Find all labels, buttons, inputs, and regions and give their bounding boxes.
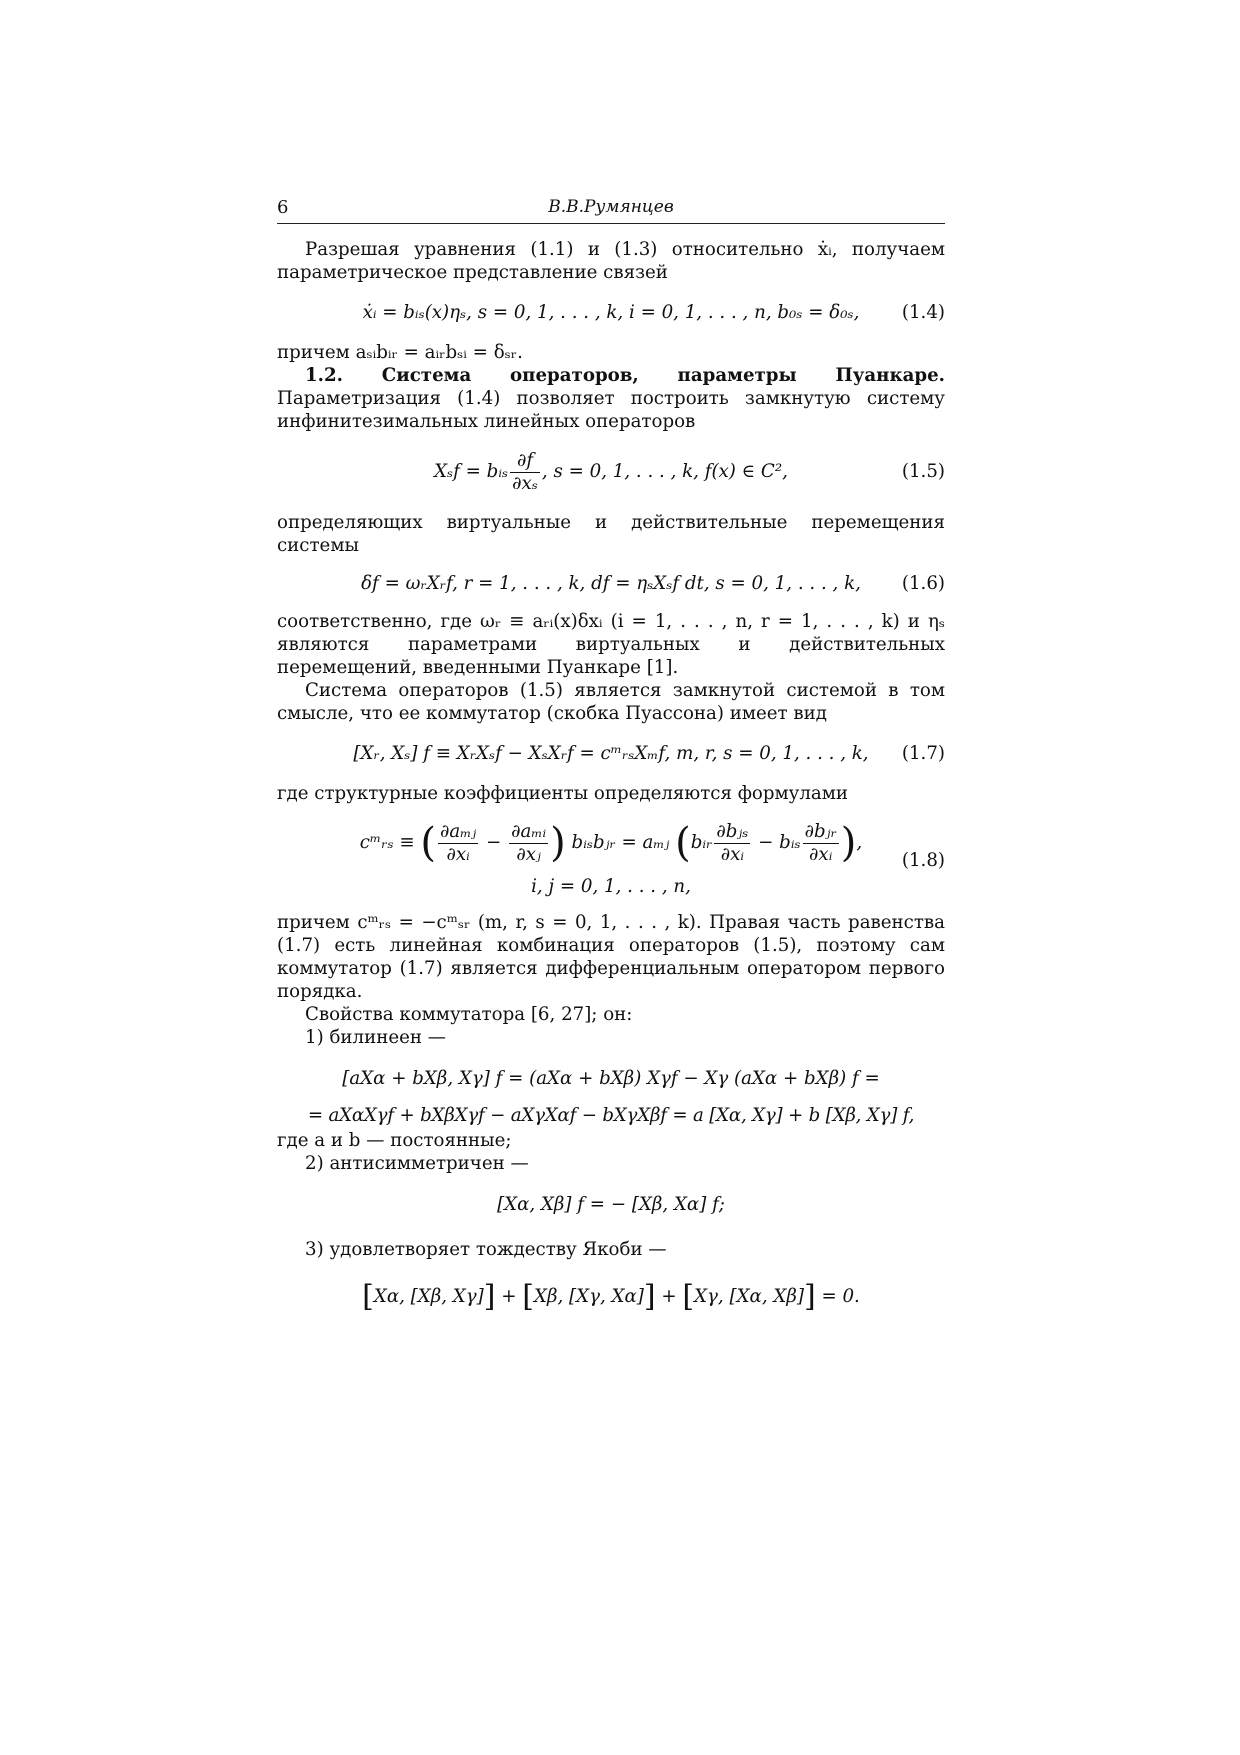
fraction-numerator: ∂f [510, 450, 540, 473]
bracket-close: ] [643, 1279, 656, 1314]
bracket-close: ] [803, 1279, 816, 1314]
equation-jacobi [277, 1275, 945, 1319]
equation-bilinear-2: = aXαXγf + bXβXγf − aXγXαf − bXγXβf = a [Xα, Xγ] + b [Xβ, Xγ] f, [307, 1105, 915, 1126]
page [277, 195, 945, 1319]
equation-number: (1.5) [901, 461, 945, 482]
paren-open: ( [675, 820, 691, 866]
paragraph: соответственно, где ωᵣ ≡ aᵣᵢ(x)δxᵢ (i = 1, . . . , n, r = 1, . . . , k) и ηₛ являются параметрами виртуальных и действительных перемещений, введенными Пуанкаре [1]. [277, 611, 945, 678]
fraction [714, 821, 750, 866]
equation-term: − bᵢₛ [758, 832, 801, 853]
running-head: В.В.Румянцев [548, 197, 674, 217]
equation-end: = 0. [821, 1286, 860, 1307]
fraction-denominator: ∂xᵢ [446, 843, 470, 865]
fraction-denominator: ∂xᵢ [720, 843, 745, 865]
equation-rhs: , s = 0, 1, . . . , k, f(x) ∈ C², [541, 461, 788, 482]
equation-1-7 [277, 742, 945, 765]
equation-term: bᵢᵣ [690, 832, 713, 853]
equation-tail: , [856, 832, 863, 853]
paren-close: ) [550, 820, 566, 866]
equation-expr: ẋᵢ = bᵢₛ(x)ηₛ, s = 0, 1, . . . , k, i = 0, 1, . . . , n, b₀ₛ = δ₀ₛ, [362, 302, 860, 323]
equation-number: (1.7) [901, 743, 945, 764]
paragraph: 3) удовлетворяет тождеству Якоби — [305, 1239, 667, 1260]
equation-1-6 [277, 572, 945, 595]
equation-line-2: i, j = 0, 1, . . . , n, [531, 876, 691, 897]
equation-expr: [Xᵣ, Xₛ] f ≡ XᵣXₛf − XₛXᵣf = cᵐᵣₛXₘf, m, r, s = 0, 1, . . . , k, [353, 743, 869, 764]
paragraph: Разрешая уравнения (1.1) и (1.3) относительно ẋᵢ, получаем параметрическое представление связей [277, 239, 945, 283]
body-text [277, 238, 945, 1319]
paragraph: где структурные коэффициенты определяются формулами [277, 783, 849, 804]
fraction [803, 821, 839, 866]
fraction [509, 821, 548, 866]
section-paragraph [277, 364, 945, 433]
page-header [277, 195, 945, 224]
equation-number: (1.6) [901, 573, 945, 594]
fraction-numerator: ∂bⱼᵣ [804, 820, 837, 842]
bracket-open: [ [362, 1279, 374, 1314]
equation-1-4 [277, 301, 945, 324]
fraction [510, 450, 540, 495]
jacobi-term: Xβ, [Xγ, Xα] [534, 1286, 644, 1307]
bracket-open: [ [522, 1279, 534, 1314]
fraction-denominator: ∂xₛ [512, 472, 538, 494]
equation-antisymmetric: [Xα, Xβ] f = − [Xβ, Xα] f; [497, 1194, 725, 1215]
paragraph: 2) антисимметричен — [305, 1153, 529, 1174]
paragraph: 1) билинеен — [305, 1027, 446, 1048]
bracket-open: [ [682, 1279, 695, 1314]
bracket-close: ] [483, 1279, 496, 1314]
jacobi-term: Xγ, [Xα, Xβ] [694, 1286, 804, 1307]
fraction-numerator: ∂aₘᵢ [511, 820, 547, 842]
minus-sign: − [486, 832, 502, 853]
fraction [438, 821, 478, 866]
jacobi-term: Xα, [Xβ, Xγ] [373, 1286, 484, 1307]
equation-lhs: cᵐᵣₛ ≡ [359, 832, 415, 853]
plus-sign: + [661, 1286, 677, 1307]
equation-1-8 [277, 817, 945, 901]
fraction-denominator: ∂xⱼ [516, 843, 541, 865]
equation-line-1 [277, 817, 945, 869]
equation-mid: bᵢₛbⱼᵣ = aₘⱼ [571, 832, 670, 853]
page-number: 6 [277, 197, 289, 218]
fraction-numerator: ∂bⱼₛ [716, 820, 749, 842]
section-title: 1.2. Система операторов, параметры Пуанкаре. [305, 365, 945, 386]
fraction-denominator: ∂xᵢ [809, 843, 833, 865]
equation-bilinear-1: [aXα + bXβ, Xγ] f = (aXα + bXβ) Xγf − Xγ (aXα + bXβ) f = [342, 1068, 880, 1089]
paren-close: ) [840, 820, 857, 866]
equation-number: (1.8) [901, 850, 945, 871]
plus-sign: + [501, 1286, 517, 1307]
paragraph: где a и b — постоянные; [277, 1130, 512, 1151]
paragraph: Свойства коммутатора [6, 27]; он: [305, 1004, 633, 1025]
paragraph: Система операторов (1.5) является замкнутой системой в том смысле, что ее коммутатор (скобка Пуассона) имеет вид [277, 680, 945, 724]
paragraph: причем aₛᵢbᵢᵣ = aᵢᵣbₛᵢ = δₛᵣ. [277, 342, 523, 363]
equation-expr: δf = ωᵣXᵣf, r = 1, . . . , k, df = ηₛXₛf dt, s = 0, 1, . . . , k, [361, 573, 861, 594]
equation-1-5 [277, 447, 945, 497]
section-text: Параметризация (1.4) позволяет построить замкнутую систему инфинитезимальных линейных операторов [277, 388, 945, 432]
paragraph: определяющих виртуальные и действительные перемещения системы [277, 512, 945, 556]
paren-open: ( [420, 820, 437, 866]
fraction-numerator: ∂aₘⱼ [440, 820, 477, 842]
paragraph: причем cᵐᵣₛ = −cᵐₛᵣ (m, r, s = 0, 1, . . . , k). Правая часть равенства (1.7) есть линейная комбинация операторов (1.5), поэтому сам коммутатор (1.7) является дифференциальным оператором первого порядка. [277, 912, 945, 1002]
equation-lhs: Xₛf = bᵢₛ [434, 461, 509, 482]
equation-number: (1.4) [901, 302, 945, 323]
